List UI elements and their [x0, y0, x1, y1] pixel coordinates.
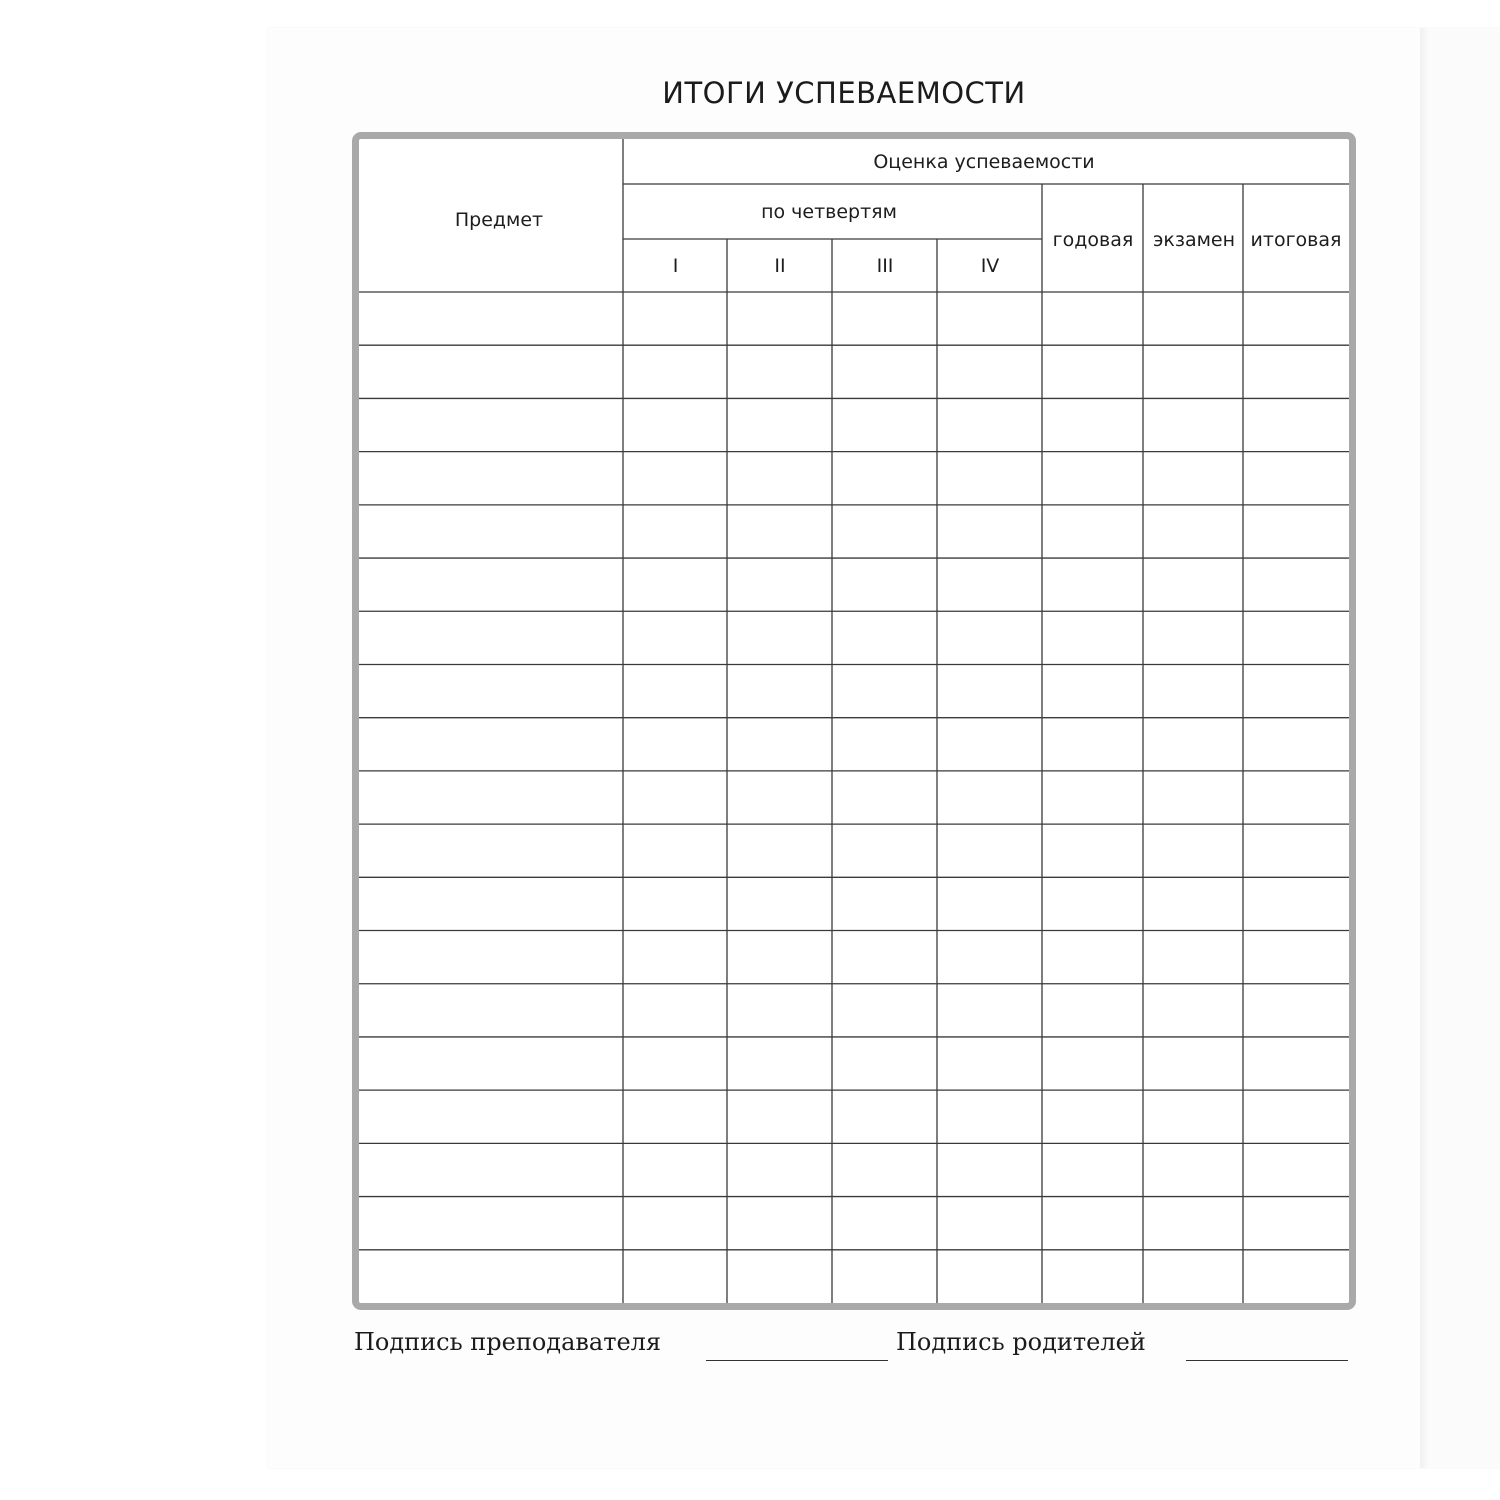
grades-table: [352, 132, 1356, 1310]
header-quarter-2: II: [774, 255, 786, 277]
parents-signature-line[interactable]: [1186, 1360, 1348, 1361]
header-quarter-1: I: [672, 255, 679, 277]
page-gutter: [1420, 28, 1428, 1468]
header-exam: экзамен: [1152, 229, 1236, 251]
header-quarters: по четвертям: [761, 201, 897, 223]
header-year: годовая: [1052, 229, 1134, 251]
header-quarter-4: IV: [980, 255, 1000, 277]
teacher-signature-line[interactable]: [706, 1360, 888, 1361]
table-grid: [359, 139, 1349, 1303]
teacher-signature-label: Подпись преподавателя: [354, 1328, 662, 1356]
header-quarter-3: III: [876, 255, 894, 277]
next-page-edge: [1428, 28, 1500, 1468]
page-title: ИТОГИ УСПЕВАЕМОСТИ: [662, 76, 1026, 110]
parents-signature-label: Подпись родителей: [896, 1328, 1146, 1356]
header-subject: Предмет: [454, 209, 544, 231]
header-final: итоговая: [1250, 229, 1342, 251]
header-grade: Оценка успеваемости: [873, 151, 1095, 173]
